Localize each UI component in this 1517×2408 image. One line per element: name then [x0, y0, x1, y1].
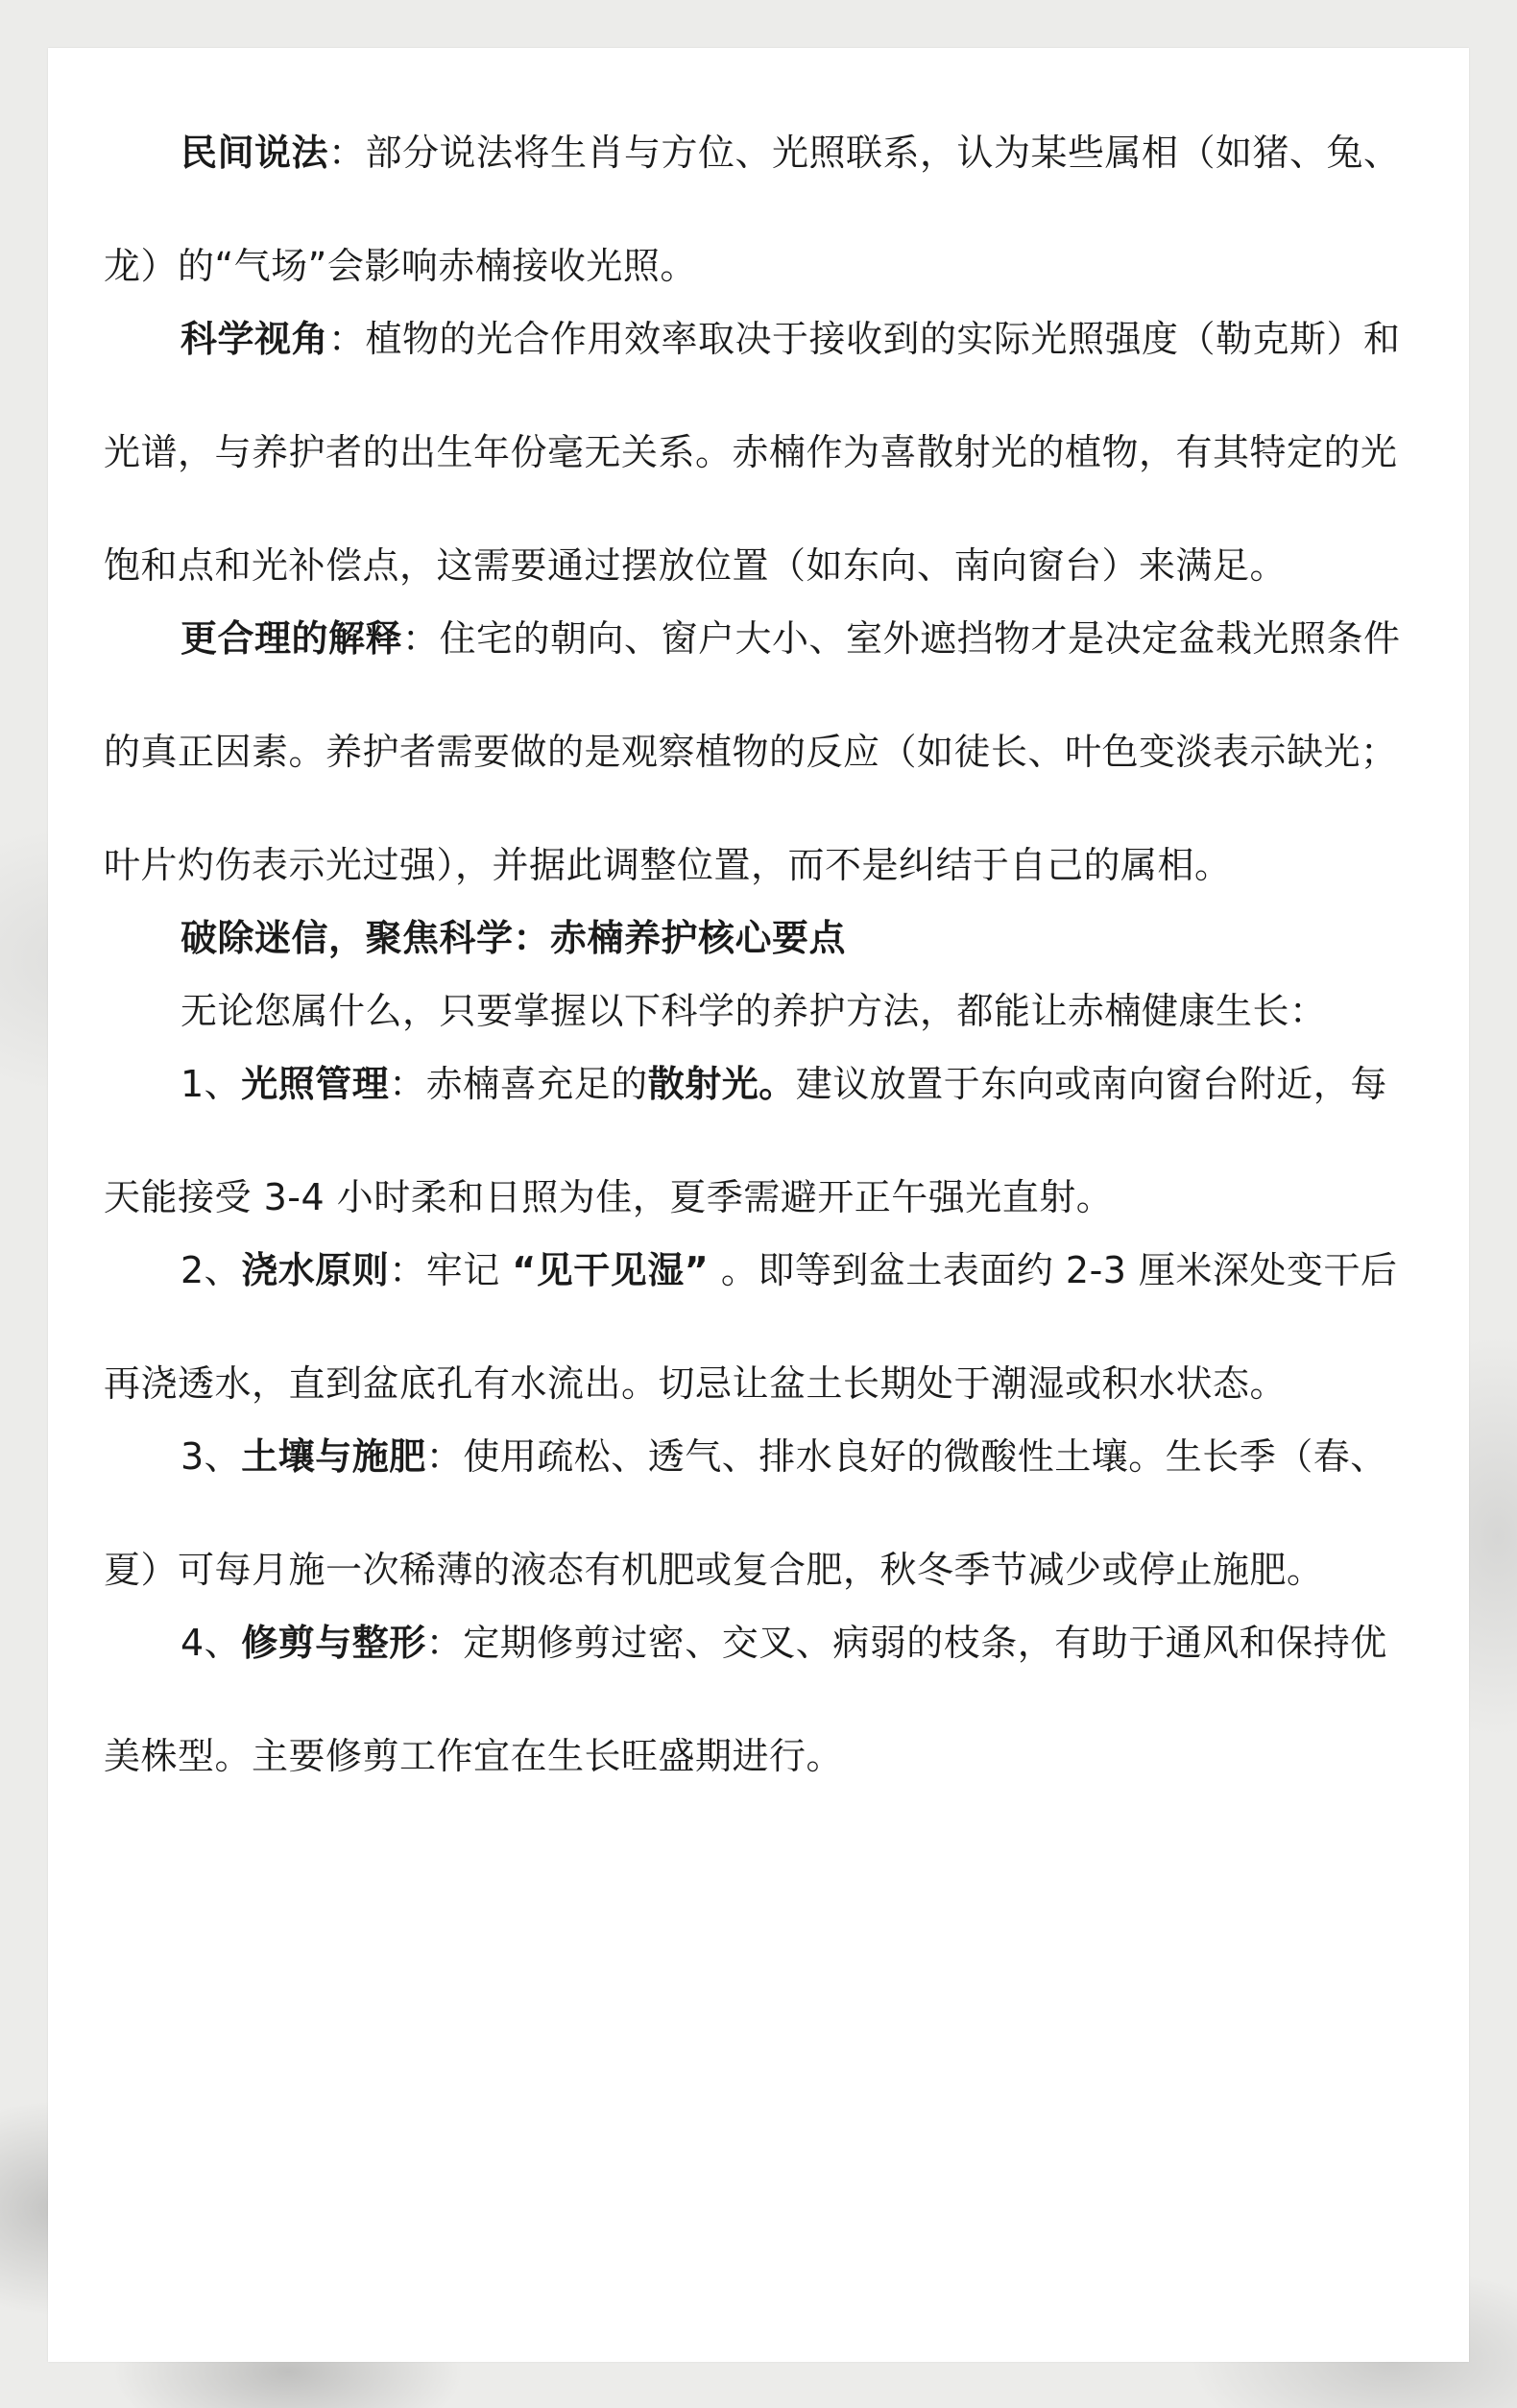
tip-2-label: 浇水原则 — [241, 1249, 390, 1291]
tip-2-emphasis: “见干见湿” — [512, 1249, 710, 1291]
paragraph-reasonable: 更合理的解释：住宅的朝向、窗户大小、室外遮挡物才是决定盆栽光照条件的真正因素。养护者需要做的是观察植物的反应（如徒长、叶色变淡表示缺光；叶片灼伤表示光过强），并据此调整位置，而不是纠结于自己的属相。 — [104, 617, 1401, 886]
paragraph-science: 科学视角：植物的光合作用效率取决于接收到的实际光照强度（勒克斯）和光谱，与养护者的出生年份毫无关系。赤楠作为喜散射光的植物，有其特定的光饱和点和光补偿点，这需要通过摆放位置（如东向、南向窗台）来满足。 — [104, 318, 1401, 587]
tip-4: 4、修剪与整形：定期修剪过密、交叉、病弱的枝条，有助于通风和保持优美株型。主要修剪工作宜在生长旺盛期进行。 — [104, 1622, 1387, 1777]
article-body — [104, 134, 1419, 1813]
tip-3: 3、土壤与施肥：使用疏松、透气、排水良好的微酸性土壤。生长季（春、夏）可每月施一次稀薄的液态有机肥或复合肥，秋冬季节减少或停止施肥。 — [104, 1435, 1387, 1591]
text-reasonable: 住宅的朝向、窗户大小、室外遮挡物才是决定盆栽光照条件的真正因素。养护者需要做的是观察植物的反应（如徒长、叶色变淡表示缺光；叶片灼伤表示光过强），并据此调整位置，而不是纠结于自己的属相。 — [104, 617, 1401, 886]
text-science: 植物的光合作用效率取决于接收到的实际光照强度（勒克斯）和光谱，与养护者的出生年份毫无关系。赤楠作为喜散射光的植物，有其特定的光饱和点和光补偿点，这需要通过摆放位置（如东向、南向窗台）来满足。 — [104, 318, 1401, 587]
tip-1: 1、光照管理：赤楠喜充足的散射光。建议放置于东向或南向窗台附近，每天能接受 3-4 小时柔和日照为佳，夏季需避开正午强光直射。 — [104, 1063, 1387, 1218]
paragraph-folk: 民间说法：部分说法将生肖与方位、光照联系，认为某些属相（如猪、兔、龙）的“气场”会影响赤楠接收光照。 — [104, 132, 1401, 287]
tip-4-label: 修剪与整形 — [241, 1622, 426, 1664]
tip-1-emphasis: 散射光。 — [647, 1063, 796, 1105]
text-folk: 部分说法将生肖与方位、光照联系，认为某些属相（如猪、兔、龙）的“气场”会影响赤楠接收光照。 — [104, 132, 1401, 287]
label-folk: 民间说法 — [181, 132, 329, 174]
tip-3-label: 土壤与施肥 — [241, 1435, 426, 1478]
label-reasonable: 更合理的解释 — [181, 617, 403, 660]
tip-2: 2、浇水原则：牢记 “见干见湿” 。即等到盆土表面约 2-3 厘米深处变干后再浇透水，直到盆底孔有水流出。切忌让盆土长期处于潮湿或积水状态。 — [104, 1249, 1398, 1405]
intro-text: 无论您属什么，只要掌握以下科学的养护方法，都能让赤楠健康生长： — [181, 990, 1327, 1032]
section-heading: 破除迷信，聚焦科学：赤楠养护核心要点 — [181, 917, 847, 959]
label-science: 科学视角 — [181, 318, 329, 360]
tip-1-label: 光照管理 — [241, 1063, 390, 1105]
